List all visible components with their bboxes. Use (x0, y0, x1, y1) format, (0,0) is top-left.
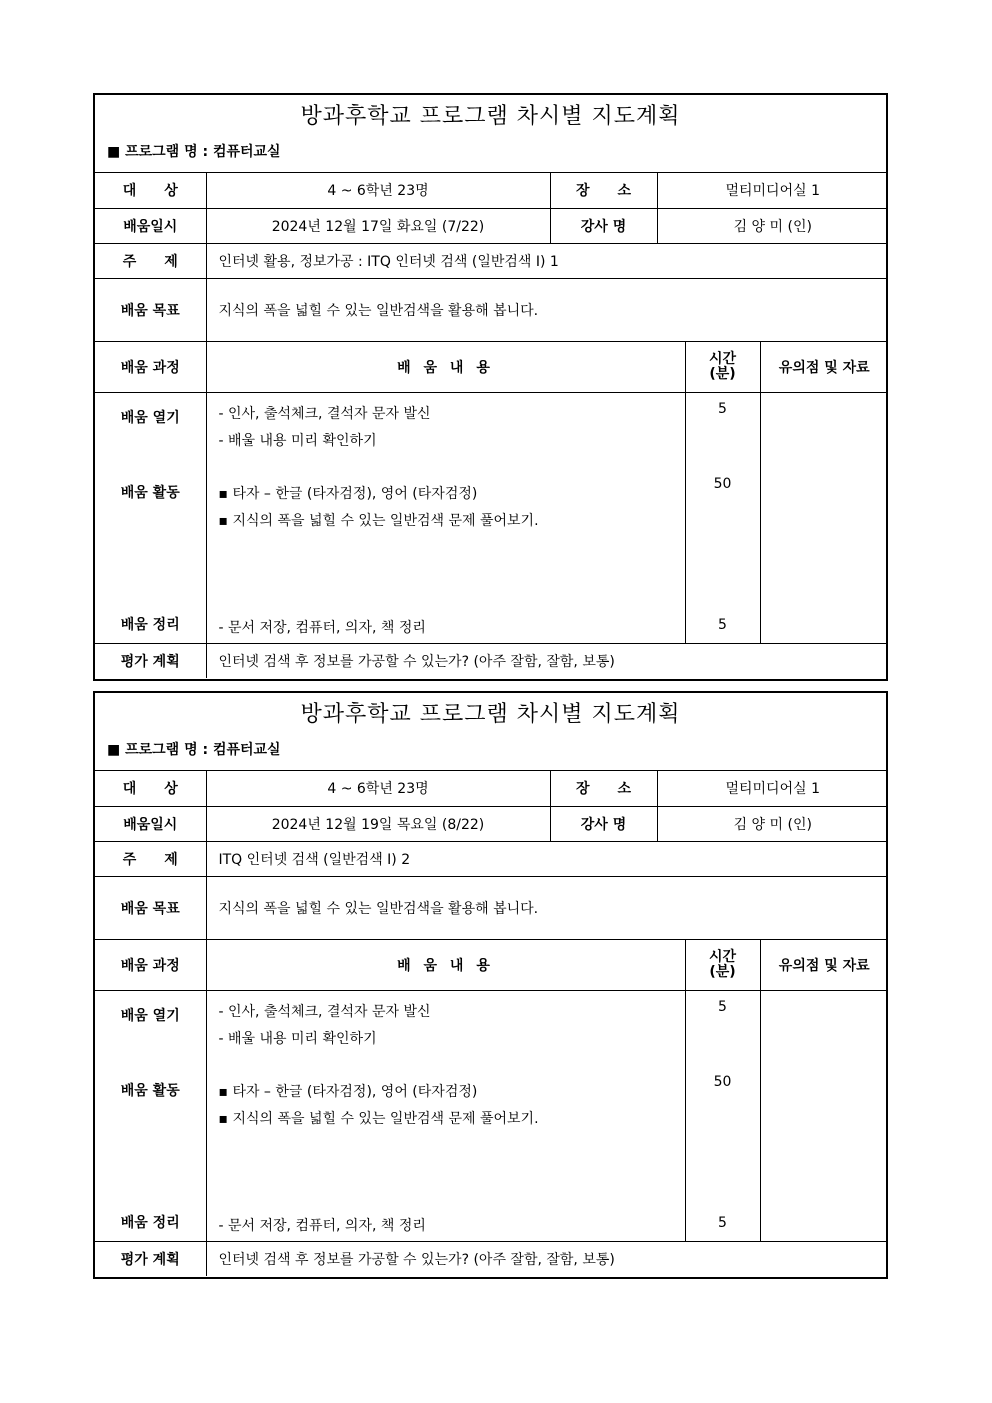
process-header: 배움 과정 (95, 341, 206, 392)
goal-value: 지식의 폭을 넓힐 수 있는 일반검색을 활용해 봅니다. (206, 876, 888, 939)
content-line: - 문서 저장, 컴퓨터, 의자, 책 정리 (218, 619, 426, 636)
target-label: 대 상 (95, 173, 206, 208)
plan-title: 방과후학교 프로그램 차시별 지도계획 (300, 104, 681, 129)
content-line: - 배울 내용 미리 확인하기 (218, 1030, 377, 1047)
target-value: 4 ~ 6학년 23명 (206, 771, 550, 806)
lesson-plan-2 (93, 691, 888, 1279)
stage-activity: 배움 활동 (120, 484, 180, 501)
teacher-value: 김 양 미 (인) (657, 806, 888, 841)
lesson-times (685, 392, 760, 643)
plan-title: 방과후학교 프로그램 차시별 지도계획 (300, 702, 681, 727)
eval-value: 인터넷 검색 후 정보를 가공할 수 있는가? (아주 잘함, 잘함, 보통) (206, 1241, 888, 1276)
target-value: 4 ~ 6학년 23명 (206, 173, 550, 208)
plan-table (95, 173, 888, 678)
time-value: 5 (718, 400, 727, 417)
plan-table (95, 771, 888, 1276)
content-header: 배 움 내 용 (206, 341, 685, 392)
program-name: ■ 프로그램 명 : 컴퓨터교실 (95, 139, 886, 173)
notes-cell (760, 392, 888, 643)
time-header-line2: (분) (709, 365, 736, 382)
date-value: 2024년 12월 19일 목요일 (8/22) (206, 806, 550, 841)
time-header-line2: (분) (709, 963, 736, 980)
lesson-content (206, 990, 685, 1241)
place-label: 장 소 (550, 771, 657, 806)
stage-close: 배움 정리 (120, 616, 180, 633)
content-line: ▪ 타자 – 한글 (타자검정), 영어 (타자검정) (218, 1083, 478, 1100)
place-value: 멀티미디어실 1 (657, 173, 888, 208)
time-header-line1: 시간 (708, 350, 737, 367)
eval-label: 평가 계획 (95, 1241, 206, 1276)
process-header: 배움 과정 (95, 939, 206, 990)
topic-value: ITQ 인터넷 검색 (일반검색 Ⅰ) 2 (206, 841, 888, 876)
goal-label: 배움 목표 (95, 876, 206, 939)
goal-label: 배움 목표 (95, 278, 206, 341)
lesson-times (685, 990, 760, 1241)
stage-close: 배움 정리 (120, 1214, 180, 1231)
topic-label: 주 제 (95, 243, 206, 278)
date-label: 배움일시 (95, 208, 206, 243)
teacher-label: 강사 명 (550, 208, 657, 243)
time-header-line1: 시간 (708, 948, 737, 965)
content-line: - 문서 저장, 컴퓨터, 의자, 책 정리 (218, 1217, 426, 1234)
date-value: 2024년 12월 17일 화요일 (7/22) (206, 208, 550, 243)
program-name: ■ 프로그램 명 : 컴퓨터교실 (95, 737, 886, 771)
time-value: 5 (718, 616, 727, 633)
place-label: 장 소 (550, 173, 657, 208)
process-stages (95, 990, 206, 1241)
eval-label: 평가 계획 (95, 643, 206, 678)
time-header (685, 939, 760, 990)
topic-value: 인터넷 활용, 정보가공 : ITQ 인터넷 검색 (일반검색 Ⅰ) 1 (206, 243, 888, 278)
content-line: ▪ 타자 – 한글 (타자검정), 영어 (타자검정) (218, 485, 478, 502)
goal-value: 지식의 폭을 넓힐 수 있는 일반검색을 활용해 봅니다. (206, 278, 888, 341)
content-line: ▪ 지식의 폭을 넓힐 수 있는 일반검색 문제 풀어보기. (218, 512, 539, 529)
target-label: 대 상 (95, 771, 206, 806)
stage-open: 배움 열기 (120, 409, 180, 426)
content-line: - 인사, 출석체크, 결석자 문자 발신 (218, 405, 431, 422)
process-stages (95, 392, 206, 643)
time-value: 5 (718, 1214, 727, 1231)
teacher-label: 강사 명 (550, 806, 657, 841)
content-line: ▪ 지식의 폭을 넓힐 수 있는 일반검색 문제 풀어보기. (218, 1110, 539, 1127)
content-line: - 배울 내용 미리 확인하기 (218, 432, 377, 449)
time-header (685, 341, 760, 392)
notes-header: 유의점 및 자료 (760, 939, 888, 990)
lesson-plan-1 (93, 93, 888, 681)
stage-open: 배움 열기 (120, 1007, 180, 1024)
notes-header: 유의점 및 자료 (760, 341, 888, 392)
lesson-content (206, 392, 685, 643)
content-line: - 인사, 출석체크, 결석자 문자 발신 (218, 1003, 431, 1020)
time-value: 50 (713, 475, 732, 492)
notes-cell (760, 990, 888, 1241)
time-value: 5 (718, 998, 727, 1015)
content-header: 배 움 내 용 (206, 939, 685, 990)
stage-activity: 배움 활동 (120, 1082, 180, 1099)
teacher-value: 김 양 미 (인) (657, 208, 888, 243)
place-value: 멀티미디어실 1 (657, 771, 888, 806)
eval-value: 인터넷 검색 후 정보를 가공할 수 있는가? (아주 잘함, 잘함, 보통) (206, 643, 888, 678)
topic-label: 주 제 (95, 841, 206, 876)
time-value: 50 (713, 1073, 732, 1090)
date-label: 배움일시 (95, 806, 206, 841)
